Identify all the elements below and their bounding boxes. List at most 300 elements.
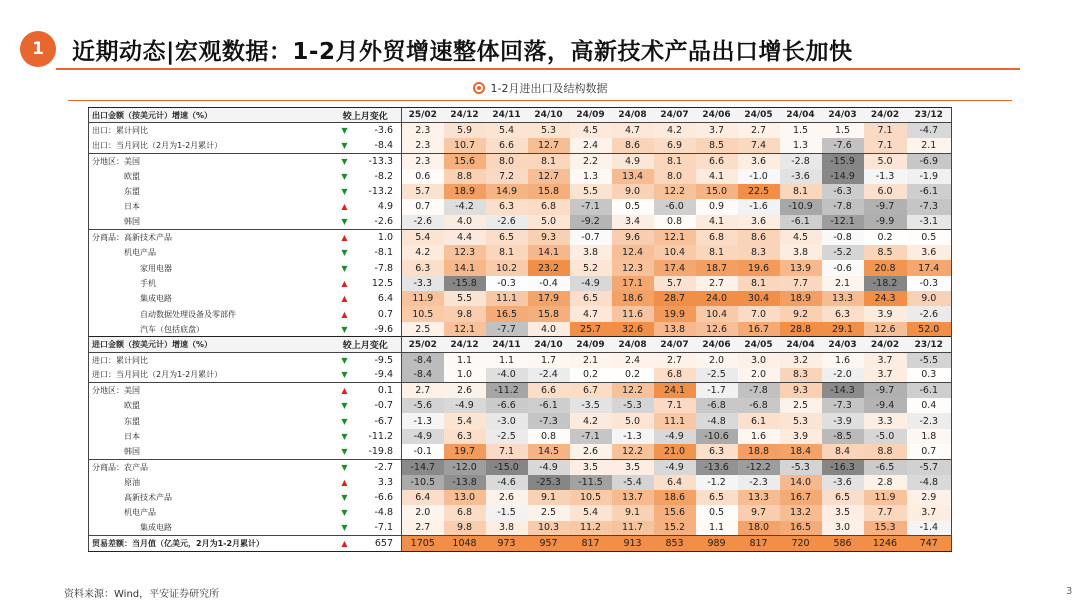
data-cell: 0.2 [582,369,599,381]
data-cell: 1.3 [780,138,822,153]
period-header: 24/08 [612,337,654,352]
data-cell: -2.6 [402,215,444,230]
data-cell: 6.3 [486,199,528,214]
source-note: 资料来源：Wind，平安证券研究所 [64,589,220,600]
data-cell: 4.1 [696,169,738,184]
data-cell: -2.0 [822,368,864,383]
down-arrow-icon: ▼ [341,508,348,518]
data-cell: 5.5 [570,184,612,199]
up-arrow-icon: ▲ [330,536,360,551]
data-cell: 11.1 [654,413,696,428]
data-cell: -0.7 [570,230,612,245]
data-cell: 19.9 [654,306,696,321]
data-cell: 9.1 [528,490,570,505]
data-cell: 8.5 [864,245,907,260]
change-value: -2.6 [360,215,402,230]
data-cell: -4.9 [528,459,570,474]
data-cell: 14.5 [528,444,570,459]
period-header: 23/12 [907,337,952,352]
table-row [89,260,952,275]
data-cell: 5.3 [528,123,570,138]
data-cell: 2.0 [738,368,780,383]
row-label: 贸易差额：当月值（亿美元，2月为1-2月累计） [89,536,330,551]
data-cell: 2.7 [402,521,444,536]
data-cell: 24.3 [864,291,907,306]
period-header: 24/02 [864,337,907,352]
data-cell: 6.5 [570,291,612,306]
data-cell: -3.9 [822,413,864,428]
data-cell: 4.0 [444,215,486,230]
data-cell: 817 [570,536,612,551]
page-title: 近期动态|宏观数据：1-2月外贸增速整体回落，高新技术产品出口增长加快 [72,39,853,65]
data-cell: 16.5 [780,521,822,536]
data-cell: 12.2 [654,184,696,199]
table-row [89,475,952,490]
row-label: 进口：累计同比 [89,352,330,367]
data-cell: 1.1 [486,352,528,367]
data-cell: 1.5 [780,123,822,138]
change-value: -6.6 [360,490,402,505]
data-cell: 4.2 [654,123,696,138]
change-value: 6.4 [360,291,402,306]
data-cell: 3.7 [696,123,738,138]
change-value: 0.1 [360,383,402,398]
table-row [89,153,952,168]
data-cell: -7.3 [907,199,952,214]
page-header [0,0,1080,72]
data-cell: 24.0 [696,291,738,306]
change-value: -13.3 [360,153,402,168]
data-cell: -1.9 [907,169,952,184]
data-cell: -4.9 [654,429,696,444]
data-cell: 6.6 [486,138,528,153]
data-cell: 2.6 [570,444,612,459]
data-cell: 6.5 [822,490,864,505]
down-arrow-icon: ▼ [341,493,348,503]
data-cell: 1.6 [738,429,780,444]
data-cell: -14.7 [402,459,444,474]
table-row [89,215,952,230]
row-label: 汽车（包括底盘） [89,322,330,337]
data-cell: 10.4 [654,245,696,260]
data-cell: -4.9 [570,276,612,291]
change-value: -9.5 [360,352,402,367]
data-cell: 1.1 [696,521,738,536]
data-cell: 9.7 [738,505,780,520]
data-cell: 8.1 [486,245,528,260]
data-cell: 817 [738,536,780,551]
data-cell: -14.9 [822,169,864,184]
data-cell: -6.5 [864,459,907,474]
down-arrow-icon: ▼ [341,355,348,365]
row-label: 机电产品 [89,245,330,260]
change-value: -7.8 [360,260,402,275]
table-row [89,352,952,367]
data-cell: 7.1 [864,138,907,153]
data-cell: 3.2 [780,352,822,367]
row-label: 东盟 [89,184,330,199]
data-cell: -13.6 [696,459,738,474]
up-arrow-icon: ▲ [341,202,348,212]
data-cell: 12.2 [612,444,654,459]
data-cell: -18.2 [864,276,907,291]
data-cell: 2.1 [570,352,612,367]
data-cell: -6.1 [907,184,952,199]
data-cell: 1705 [402,536,444,551]
data-cell: -1.3 [612,429,654,444]
data-cell: 11.9 [864,490,907,505]
data-cell: 9.0 [907,291,952,306]
row-label: 韩国 [89,215,330,230]
change-value: -6.7 [360,413,402,428]
data-cell: -2.6 [486,215,528,230]
data-cell: -7.1 [570,199,612,214]
data-cell: 4.2 [570,413,612,428]
period-header: 24/05 [738,337,780,352]
data-cell: -15.9 [822,153,864,168]
data-cell: 17.4 [654,260,696,275]
period-header: 25/02 [402,337,444,352]
data-cell: 5.4 [444,413,486,428]
data-cell: 25.7 [570,322,612,337]
period-header: 25/02 [402,108,444,123]
data-cell: -10.9 [780,199,822,214]
data-cell: 12.1 [444,322,486,337]
data-cell: -5.2 [822,245,864,260]
data-cell: -4.7 [907,123,952,138]
data-cell: -5.3 [780,459,822,474]
data-cell: 8.4 [822,444,864,459]
data-cell: 2.7 [738,123,780,138]
data-cell: -3.1 [907,215,952,230]
table-row [89,138,952,153]
data-cell: -5.6 [402,398,444,413]
data-cell: 3.7 [864,368,907,383]
data-cell: 2.3 [402,138,444,153]
data-cell: 7.4 [738,138,780,153]
down-arrow-icon: ▼ [341,217,348,227]
data-cell: 8.1 [654,153,696,168]
period-header: 24/07 [654,108,696,123]
data-cell: 2.9 [907,490,952,505]
data-cell: 5.4 [486,123,528,138]
up-arrow-icon: ▲ [341,278,348,288]
data-cell: -6.9 [907,153,952,168]
down-arrow-icon: ▼ [341,126,348,136]
target-bullet-icon [473,82,485,94]
data-cell: 12.7 [528,169,570,184]
data-cell: 6.0 [864,184,907,199]
data-cell: 5.4 [570,505,612,520]
change-value: -4.8 [360,505,402,520]
change-value: -19.8 [360,444,402,459]
data-cell: 10.5 [402,306,444,321]
data-cell: 2.0 [696,352,738,367]
data-cell: 12.7 [528,138,570,153]
data-cell: 9.8 [444,306,486,321]
down-arrow-icon: ▼ [330,153,360,168]
data-cell: -2.6 [907,306,952,321]
data-cell: 12.6 [864,322,907,337]
change-value: 657 [360,536,402,551]
data-cell: 8.6 [738,230,780,245]
table-row [89,184,952,199]
period-header: 24/06 [696,337,738,352]
data-cell: 6.5 [486,230,528,245]
data-cell: 13.9 [780,260,822,275]
data-cell: 8.0 [486,153,528,168]
section-header-row [89,108,952,123]
row-label: 分商品：高新技术产品 [89,230,330,245]
change-value: -2.7 [360,459,402,474]
data-cell: 5.0 [864,153,907,168]
data-cell: -2.3 [738,475,780,490]
data-cell: 18.9 [780,291,822,306]
data-cell: 3.5 [570,459,612,474]
data-cell: 6.3 [822,306,864,321]
data-cell: -9.7 [864,199,907,214]
table-row [89,521,952,536]
change-value: 0.7 [360,306,402,321]
data-cell: 8.1 [780,184,822,199]
table-row [89,429,952,444]
data-cell: 5.3 [780,413,822,428]
data-cell: 30.4 [738,291,780,306]
table-caption [0,80,1080,96]
data-cell: -9.4 [864,398,907,413]
data-cell: -4.0 [486,368,528,383]
data-cell: 7.1 [864,123,907,138]
data-cell: 14.1 [444,260,486,275]
data-cell: 4.0 [528,322,570,337]
table-row [89,444,952,459]
period-header: 24/07 [654,337,696,352]
data-cell: 9.3 [780,383,822,398]
data-cell: -4.8 [696,413,738,428]
table-row [89,276,952,291]
data-cell: 17.4 [907,260,952,275]
data-cell: 3.6 [738,153,780,168]
up-arrow-icon: ▲ [341,477,348,487]
data-cell: 3.3 [864,413,907,428]
row-label: 日本 [89,199,330,214]
data-cell: 2.3 [402,153,444,168]
data-cell: 18.7 [696,260,738,275]
data-cell: 6.3 [696,444,738,459]
data-cell: 15.6 [444,153,486,168]
period-header: 24/02 [864,108,907,123]
data-cell: 2.5 [402,322,444,337]
table-row [89,306,952,321]
data-cell: 0.2 [624,369,641,381]
data-cell: 3.6 [738,215,780,230]
data-cell: 1048 [444,536,486,551]
data-cell: 3.8 [570,245,612,260]
data-cell: -1.2 [696,475,738,490]
data-cell: 1.5 [822,123,864,138]
table-row [89,368,952,383]
data-cell: 12.1 [654,230,696,245]
data-cell: 18.9 [444,184,486,199]
data-cell: 3.8 [486,521,528,536]
data-cell: 18.4 [780,444,822,459]
data-cell: -4.9 [402,429,444,444]
data-cell: 13.8 [654,322,696,337]
period-header: 24/03 [822,337,864,352]
data-cell: 24.1 [654,383,696,398]
data-cell: -8.4 [402,352,444,367]
data-cell: 5.0 [528,215,570,230]
data-cell: 8.0 [654,169,696,184]
table-row [89,322,952,337]
data-cell: 13.3 [738,490,780,505]
data-cell: 7.0 [738,306,780,321]
data-cell: 8.3 [780,368,822,383]
data-cell: -4.8 [907,475,952,490]
data-cell: 2.3 [402,123,444,138]
data-cell: 2.4 [612,352,654,367]
period-header: 24/04 [780,337,822,352]
table-row [89,490,952,505]
table-caption-text: 1-2月进出口及结构数据 [490,82,608,95]
data-cell: 6.9 [654,138,696,153]
data-cell: 5.4 [402,230,444,245]
data-cell: -2.4 [528,368,570,383]
data-cell: 586 [822,536,864,551]
data-cell: 10.2 [486,260,528,275]
data-cell: 14.0 [780,475,822,490]
data-cell: 16.5 [486,306,528,321]
row-label: 机电产品 [89,505,330,520]
row-label: 韩国 [89,444,330,459]
data-cell: 20.8 [864,260,907,275]
data-cell: 6.8 [654,368,696,383]
data-cell: -7.3 [528,413,570,428]
data-cell: 13.7 [612,490,654,505]
table-row [89,505,952,520]
section-title: 进口金额（按美元计）增速（%） [89,337,330,352]
data-cell: -15.8 [444,276,486,291]
data-cell: 6.6 [696,153,738,168]
data-cell: 9.2 [780,306,822,321]
down-arrow-icon: ▼ [341,401,348,411]
table-row [89,459,952,474]
data-cell: 6.3 [444,429,486,444]
data-cell: -4.9 [444,398,486,413]
data-cell: 6.8 [696,230,738,245]
data-cell: -6.6 [486,398,528,413]
up-arrow-icon: ▲ [330,383,360,398]
data-cell: -3.5 [570,398,612,413]
data-cell: 6.5 [696,490,738,505]
data-cell: 52.0 [907,322,952,337]
data-cell: 9.6 [612,230,654,245]
row-label: 手机 [89,276,330,291]
data-cell: 0.5 [624,201,641,213]
data-cell: 19.6 [738,260,780,275]
data-cell: 18.6 [654,490,696,505]
data-cell: -5.4 [612,475,654,490]
data-cell: 720 [780,536,822,551]
data-cell: 7.7 [864,505,907,520]
data-cell: -16.3 [822,459,864,474]
data-cell: 6.4 [654,475,696,490]
data-cell: 10.5 [570,490,612,505]
data-cell: 13.4 [612,169,654,184]
data-cell: 2.7 [654,352,696,367]
change-value: -3.6 [360,123,402,138]
data-cell: 2.0 [402,505,444,520]
data-cell: -5.7 [907,459,952,474]
row-label: 进口：当月同比（2月为1-2月累计） [89,368,330,383]
data-cell: -4.6 [486,475,528,490]
data-cell: -12.0 [444,459,486,474]
data-cell: -6.0 [654,199,696,214]
data-cell: 5.2 [570,260,612,275]
change-value: -8.4 [360,138,402,153]
data-cell: 2.8 [864,475,907,490]
data-cell: 973 [486,536,528,551]
data-cell: 8.8 [444,169,486,184]
down-arrow-icon: ▼ [341,523,348,533]
data-cell: 7.2 [486,169,528,184]
data-cell: -25.3 [528,475,570,490]
data-cell: -1.6 [738,199,780,214]
period-header: 24/09 [570,108,612,123]
data-cell: 10.4 [696,306,738,321]
data-cell: 12.3 [444,245,486,260]
data-cell: 3.5 [612,459,654,474]
data-cell: 2.4 [570,138,612,153]
data-cell: 5.5 [444,291,486,306]
data-cell: 15.8 [528,306,570,321]
change-value: -9.6 [360,322,402,337]
data-cell: 3.0 [822,521,864,536]
data-cell: -7.3 [822,398,864,413]
table-row [89,536,952,551]
data-cell: -9.9 [864,215,907,230]
data-cell: 12.3 [612,260,654,275]
data-cell: 9.0 [612,184,654,199]
data-cell: 28.7 [654,291,696,306]
period-header: 24/11 [486,337,528,352]
data-cell: -2.5 [696,368,738,383]
data-cell: 15.3 [864,521,907,536]
data-cell: 6.1 [738,413,780,428]
data-cell: 4.7 [570,306,612,321]
row-label: 东盟 [89,413,330,428]
data-cell: 12.6 [696,322,738,337]
data-cell: 4.5 [570,123,612,138]
data-cell: 18.8 [738,444,780,459]
data-cell: 989 [696,536,738,551]
data-cell: -3.3 [402,276,444,291]
change-value: -0.7 [360,398,402,413]
data-cell: 3.8 [780,245,822,260]
data-cell: 32.6 [612,322,654,337]
data-cell: 11.2 [570,521,612,536]
data-cell: -6.3 [822,184,864,199]
row-label: 欧盟 [89,398,330,413]
data-cell: 0.7 [402,199,444,214]
data-cell: 6.7 [570,383,612,398]
row-label: 分商品：农产品 [89,459,330,474]
up-arrow-icon: ▲ [341,294,348,304]
data-cell: -10.5 [402,475,444,490]
data-cell: 14.1 [528,245,570,260]
data-cell: 28.8 [780,322,822,337]
change-value: 1.0 [360,230,402,245]
